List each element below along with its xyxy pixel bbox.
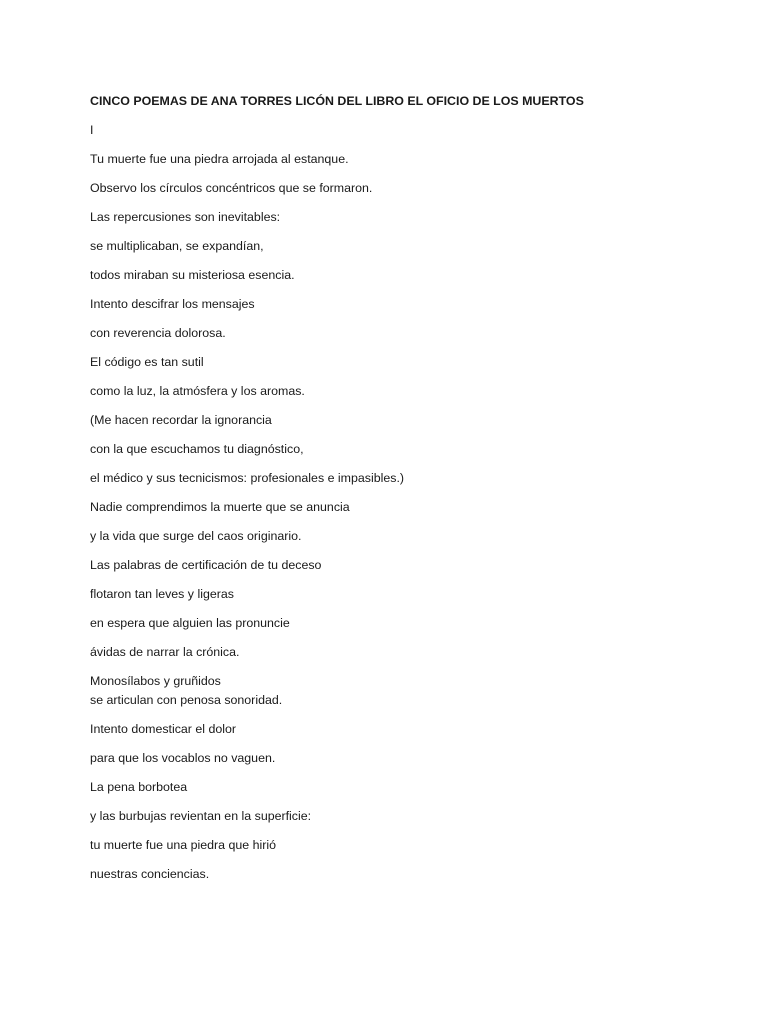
poem-line: en espera que alguien las pronuncie	[90, 616, 290, 630]
poem-line: tu muerte fue una piedra que hirió	[90, 838, 276, 852]
poem-line: con la que escuchamos tu diagnóstico,	[90, 442, 304, 456]
poem-body	[90, 93, 710, 895]
poem-line: con reverencia dolorosa.	[90, 326, 226, 340]
poem-line: y la vida que surge del caos originario.	[90, 529, 302, 543]
poem-line: se articulan con penosa sonoridad.	[90, 693, 283, 707]
poem-line: El código es tan sutil	[90, 355, 204, 369]
poem-line: todos miraban su misteriosa esencia.	[90, 268, 295, 282]
poem-line: Nadie comprendimos la muerte que se anuncia	[90, 500, 350, 514]
poem-line: Intento descifrar los mensajes	[90, 297, 255, 311]
poem-line: y las burbujas revientan en la superficie:	[90, 809, 312, 823]
poem-line: Las palabras de certificación de tu deceso	[90, 558, 322, 572]
poem-line: Observo los círculos concéntricos que se formaron.	[90, 181, 373, 195]
document-title: CINCO POEMAS DE ANA TORRES LICÓN DEL LIBRO EL OFICIO DE LOS MUERTOS	[90, 94, 584, 108]
poem-line: Monosílabos y gruñidos	[90, 674, 221, 688]
poem-line: ávidas de narrar la crónica.	[90, 645, 240, 659]
poem-line: como la luz, la atmósfera y los aromas.	[90, 384, 305, 398]
section-numeral: I	[90, 123, 94, 137]
poem-line: Tu muerte fue una piedra arrojada al estanque.	[90, 152, 349, 166]
poem-line: flotaron tan leves y ligeras	[90, 587, 234, 601]
poem-line: para que los vocablos no vaguen.	[90, 751, 276, 765]
poem-line: el médico y sus tecnicismos: profesionales e impasibles.)	[90, 471, 405, 485]
poem-line: Intento domesticar el dolor	[90, 722, 237, 736]
poem-line: nuestras conciencias.	[90, 867, 210, 881]
poem-line: Las repercusiones son inevitables:	[90, 210, 281, 224]
poem-line: se multiplicaban, se expandían,	[90, 239, 264, 253]
poem-line: (Me hacen recordar la ignorancia	[90, 413, 272, 427]
poem-line: La pena borbotea	[90, 780, 188, 794]
